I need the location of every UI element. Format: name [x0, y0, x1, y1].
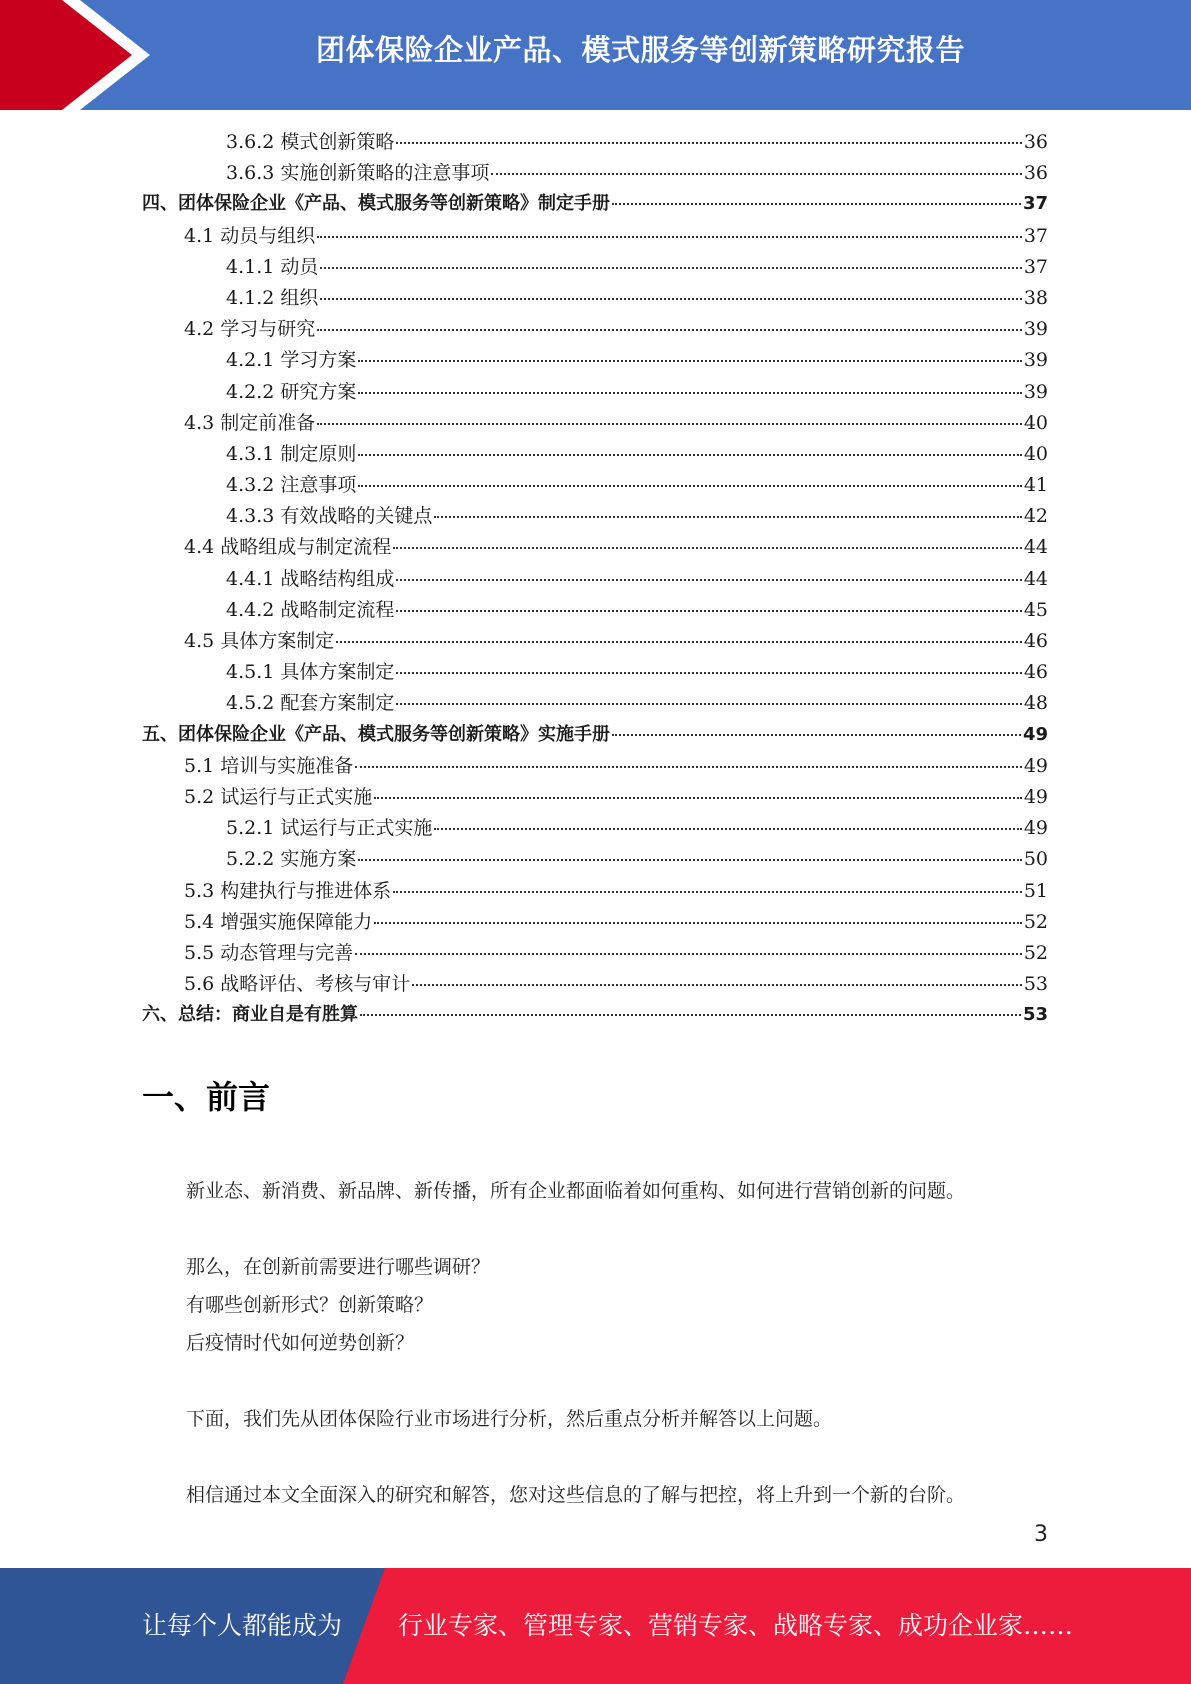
toc-dot-leader	[317, 423, 1022, 425]
toc-entry-page: 41	[1023, 474, 1048, 497]
toc-entry[interactable]	[142, 408, 1048, 439]
paragraph: 后疫情时代如何逆势创新？	[186, 1332, 415, 1354]
document-title: 团体保险企业产品、模式服务等创新策略研究报告	[315, 33, 965, 67]
toc-entry-label: 5.4 增强实施保障能力	[184, 910, 373, 933]
toc-entry[interactable]	[142, 969, 1048, 1000]
toc-dot-leader	[355, 766, 1022, 768]
toc-entry-label: 5.1 培训与实施准备	[184, 754, 354, 777]
toc-entry-label: 4.2.1 学习方案	[226, 349, 357, 372]
paragraph: 相信通过本文全面深入的研究和解答，您对这些信息的了解与把控，将上升到一个新的台阶。	[186, 1484, 966, 1506]
toc-entry-label: 六、总结：商业自是有胜算	[142, 1004, 358, 1026]
toc-entry-label: 五、团体保险企业《产品、模式服务等创新策略》实施手册	[142, 723, 610, 745]
toc-entry-label: 4.3.2 注意事项	[226, 474, 357, 497]
toc-entry[interactable]	[142, 1000, 1048, 1031]
toc-dot-leader	[612, 734, 1021, 736]
toc-entry-page: 49	[1023, 785, 1048, 808]
toc-entry[interactable]	[142, 283, 1048, 314]
toc-entry-page: 46	[1023, 630, 1048, 652]
toc-entry-label: 4.3.3 有效战略的关键点	[226, 505, 433, 528]
footer-slogan-left: 让每个人都能成为	[142, 1611, 343, 1640]
toc-dot-leader	[396, 142, 1021, 144]
toc-entry-page: 52	[1023, 941, 1048, 964]
toc-dot-leader	[360, 1014, 1021, 1016]
toc-entry-page: 37	[1023, 255, 1048, 278]
toc-dot-leader	[612, 203, 1021, 205]
toc-dot-leader	[358, 859, 1021, 861]
toc-entry[interactable]	[142, 127, 1048, 158]
toc-entry[interactable]	[142, 314, 1048, 345]
toc-entry[interactable]	[142, 221, 1048, 252]
toc-entry-label: 4.2 学习与研究	[184, 318, 316, 341]
toc-entry[interactable]	[142, 688, 1048, 719]
toc-dot-leader	[374, 797, 1022, 799]
toc-entry[interactable]	[142, 439, 1048, 470]
toc-entry-label: 5.2.1 试运行与正式实施	[226, 817, 433, 840]
toc-entry-page: 52	[1023, 910, 1048, 933]
toc-entry[interactable]	[142, 532, 1048, 563]
toc-entry-page: 53	[1023, 973, 1048, 996]
toc-entry-page: 48	[1023, 692, 1048, 715]
toc-entry[interactable]	[142, 501, 1048, 532]
toc-entry[interactable]	[142, 595, 1048, 626]
toc-entry-page: 40	[1023, 411, 1048, 434]
paragraph: 新业态、新消费、新品牌、新传播，所有企业都面临着如何重构、如何进行营销创新的问题。	[186, 1180, 966, 1202]
toc-entry-page: 37	[1023, 224, 1048, 247]
toc-entry-page: 44	[1023, 567, 1048, 590]
toc-entry-page: 39	[1023, 318, 1048, 341]
toc-entry-label: 5.2.2 实施方案	[226, 848, 357, 871]
toc-entry-page: 49	[1023, 817, 1048, 840]
toc-dot-leader	[355, 953, 1022, 955]
toc-dot-leader	[336, 641, 1022, 643]
toc-entry[interactable]	[142, 470, 1048, 501]
toc-entry-label: 5.2 试运行与正式实施	[184, 785, 373, 808]
toc-entry[interactable]	[142, 564, 1048, 595]
paragraph: 下面，我们先从团体保险行业市场进行分析，然后重点分析并解答以上问题。	[186, 1408, 833, 1430]
toc-entry[interactable]	[142, 657, 1048, 688]
toc-entry[interactable]	[142, 938, 1048, 969]
toc-entry-label: 5.3 构建执行与推进体系	[184, 879, 392, 902]
toc-dot-leader	[358, 454, 1021, 456]
toc-dot-leader	[434, 516, 1021, 518]
toc-entry-label: 4.1.2 组织	[226, 286, 319, 309]
toc-dot-leader	[320, 298, 1021, 300]
toc-entry[interactable]	[142, 720, 1048, 751]
toc-entry-page: 51	[1023, 879, 1048, 902]
paragraph: 有哪些创新形式？创新策略？	[186, 1294, 434, 1316]
toc-entry[interactable]	[142, 907, 1048, 938]
toc-entry-page: 49	[1023, 754, 1048, 777]
toc-entry-page: 44	[1023, 536, 1048, 559]
toc-entry-label: 4.4 战略组成与制定流程	[184, 536, 392, 559]
toc-entry[interactable]	[142, 751, 1048, 782]
toc-entry-label: 4.5.2 配套方案制定	[226, 692, 395, 715]
toc-entry-label: 4.4.2 战略制定流程	[226, 598, 395, 621]
toc-entry-label: 4.3 制定前准备	[184, 411, 316, 434]
toc-entry-label: 5.5 动态管理与完善	[184, 941, 354, 964]
toc-entry[interactable]	[142, 813, 1048, 844]
toc-entry-page: 39	[1023, 380, 1048, 403]
toc-entry-page: 38	[1023, 286, 1048, 309]
toc-dot-leader	[396, 672, 1021, 674]
toc-entry[interactable]	[142, 189, 1048, 220]
toc-entry-label: 4.1.1 动员	[226, 255, 319, 278]
toc-entry-label: 3.6.3 实施创新策略的注意事项	[226, 162, 490, 185]
page-number: 3	[1034, 1522, 1048, 1547]
toc-dot-leader	[358, 360, 1021, 362]
toc-dot-leader	[317, 329, 1022, 331]
toc-entry[interactable]	[142, 876, 1048, 907]
toc-entry-page: 42	[1023, 505, 1048, 528]
toc-dot-leader	[393, 891, 1022, 893]
table-of-contents	[142, 127, 1048, 1031]
toc-entry[interactable]	[142, 158, 1048, 189]
toc-entry[interactable]	[142, 377, 1048, 408]
toc-dot-leader	[393, 547, 1022, 549]
toc-dot-leader	[358, 485, 1021, 487]
toc-dot-leader	[412, 984, 1022, 986]
toc-entry-page: 53	[1022, 1004, 1048, 1026]
toc-dot-leader	[396, 610, 1021, 612]
toc-dot-leader	[396, 703, 1021, 705]
section-heading: 一、前言	[142, 1078, 271, 1116]
toc-dot-leader	[396, 579, 1021, 581]
toc-entry-page: 36	[1023, 162, 1048, 185]
toc-entry-label: 4.5 具体方案制定	[184, 630, 335, 652]
toc-entry[interactable]	[142, 345, 1048, 376]
toc-entry-label: 5.6 战略评估、考核与审计	[184, 973, 411, 996]
toc-entry-label: 4.5.1 具体方案制定	[226, 661, 395, 684]
toc-entry-label: 4.4.1 战略结构组成	[226, 567, 395, 590]
toc-entry-page: 40	[1023, 442, 1048, 465]
page-footer	[0, 1568, 1191, 1684]
page-header	[0, 0, 1191, 110]
toc-entry-page: 46	[1023, 661, 1048, 684]
toc-entry-label: 4.1 动员与组织	[184, 224, 316, 247]
toc-entry-page: 49	[1022, 723, 1048, 745]
toc-entry[interactable]	[142, 782, 1048, 813]
paragraph: 那么，在创新前需要进行哪些调研？	[186, 1256, 491, 1278]
toc-dot-leader	[491, 173, 1021, 175]
toc-dot-leader	[358, 392, 1021, 394]
toc-entry-label: 4.2.2 研究方案	[226, 380, 357, 403]
toc-entry-page: 45	[1023, 598, 1048, 621]
footer-slogan-right: 行业专家、管理专家、营销专家、战略专家、成功企业家……	[398, 1611, 1074, 1640]
toc-dot-leader	[374, 922, 1022, 924]
toc-entry[interactable]	[142, 626, 1048, 657]
toc-dot-leader	[317, 236, 1022, 238]
toc-entry-label: 四、团体保险企业《产品、模式服务等创新策略》制定手册	[142, 193, 610, 215]
toc-entry-page: 39	[1023, 349, 1048, 372]
toc-entry-page: 37	[1022, 193, 1048, 215]
toc-dot-leader	[434, 828, 1021, 830]
toc-entry[interactable]	[142, 844, 1048, 875]
toc-dot-leader	[320, 267, 1021, 269]
toc-entry-label: 3.6.2 模式创新策略	[226, 131, 395, 153]
toc-entry-page: 50	[1023, 848, 1048, 871]
toc-entry-page: 36	[1023, 131, 1048, 153]
toc-entry[interactable]	[142, 252, 1048, 283]
toc-entry-label: 4.3.1 制定原则	[226, 442, 357, 465]
